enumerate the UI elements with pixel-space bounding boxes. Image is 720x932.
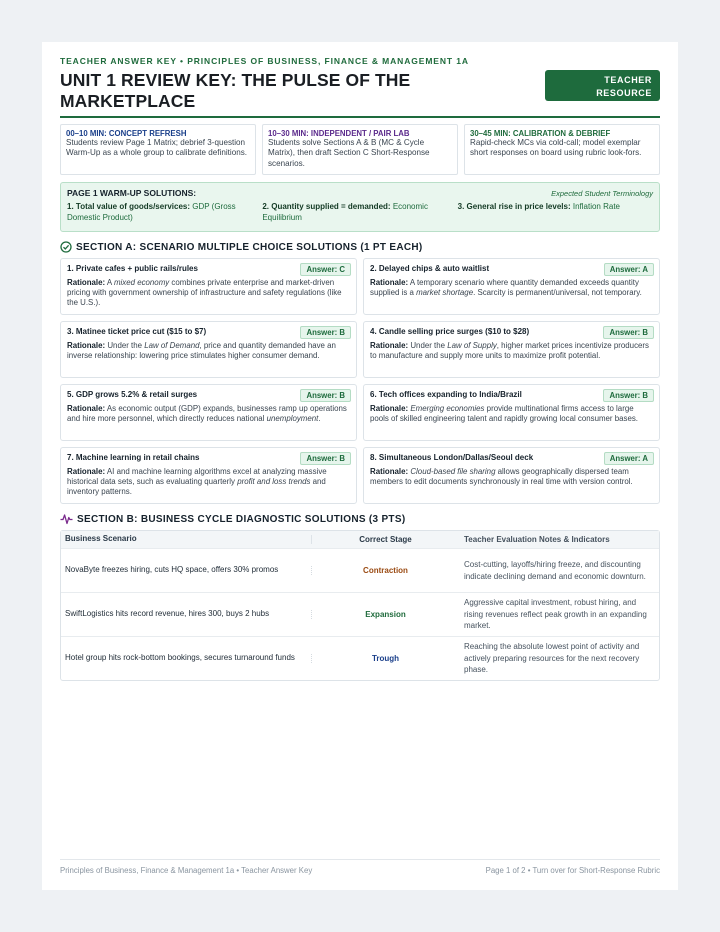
answer-key-page xyxy=(42,42,678,890)
pulse-icon xyxy=(60,513,73,525)
teacher-resource-badge xyxy=(545,70,660,101)
rationale-text: As economic output (GDP) expands, businesses ramp up operations and hire more personnel, which directly reduces national xyxy=(67,404,347,424)
page-content xyxy=(60,56,660,681)
timeline-body: Students review Page 1 Matrix; debrief 3-question Warm-Up as a whole group to calibrate definitions. xyxy=(66,138,247,158)
answer-badge: Answer: B xyxy=(300,326,351,339)
mc-solutions-grid xyxy=(60,258,660,504)
warmup-items xyxy=(67,202,653,223)
rationale-term: unemployment xyxy=(266,414,319,424)
page-title: UNIT 1 REVIEW KEY: THE PULSE OF THE MARKETPLACE xyxy=(60,70,411,111)
timeline-block-debrief xyxy=(464,124,660,175)
table-row xyxy=(61,548,659,592)
mc-question: 8. Simultaneous London/Dallas/Seoul deck xyxy=(370,453,534,462)
rationale-text: and inventory patterns. xyxy=(67,477,326,497)
mc-card xyxy=(60,447,357,504)
mc-question: 1. Private cafes + public rails/rules xyxy=(67,264,198,273)
scenario-cell: SwiftLogistics hits record revenue, hires 300, buys 2 hubs xyxy=(65,609,270,619)
lesson-timeline xyxy=(60,124,660,175)
table-row xyxy=(61,592,659,636)
stage-cell: Trough xyxy=(311,654,459,663)
rationale-label: Rationale: xyxy=(370,404,409,413)
stage-cell: Expansion xyxy=(311,610,459,619)
rationale-label: Rationale: xyxy=(67,404,106,413)
rationale-term: market shortage xyxy=(416,288,474,298)
warmup-solutions-box xyxy=(60,182,660,232)
badge-line-2: RESOURCE xyxy=(596,87,652,98)
rationale-text: Under the xyxy=(410,341,448,350)
rationale xyxy=(370,467,653,487)
section-b-title: SECTION B: BUSINESS CYCLE DIAGNOSTIC SOLUTIONS (3 PTS) xyxy=(77,513,406,525)
rationale-label: Rationale: xyxy=(370,341,409,350)
rationale-text: A temporary scenario where quantity demanded exceeds quantity supplied is a xyxy=(370,278,639,298)
scenario-cell: Hotel group hits rock-bottom bookings, secures turnaround funds xyxy=(65,653,295,663)
warmup-item-label: 2. Quantity supplied = demanded: xyxy=(262,202,391,211)
title-divider xyxy=(60,116,660,118)
answer-badge: Answer: B xyxy=(300,452,351,465)
rationale-text: , higher market prices incentivize producers to manufacture and supply more units to maximize profit potential. xyxy=(370,341,649,361)
rationale-text: allows geographically dispersed team members to edit documents synchronously in real time with version control. xyxy=(370,467,633,487)
warmup-item-answer: Economic Equilibrium xyxy=(262,202,428,222)
check-circle-icon xyxy=(60,241,72,253)
cycle-diagnostic-table xyxy=(60,530,660,681)
section-a-title: SECTION A: SCENARIO MULTIPLE CHOICE SOLUTIONS (1 PT EACH) xyxy=(76,241,423,253)
section-a-heading xyxy=(60,241,660,253)
notes-cell: Reaching the absolute lowest point of activity and actively preparing resources for the next recovery phase. xyxy=(464,641,640,675)
mc-card xyxy=(363,384,660,441)
notes-cell: Cost-cutting, layoffs/hiring freeze, and discounting indicate declining demand and economic downturn. xyxy=(464,559,646,581)
footer-right: Page 1 of 2 • Turn over for Short-Response Rubric xyxy=(485,866,660,875)
mc-card xyxy=(363,258,660,315)
rationale-label: Rationale: xyxy=(67,341,106,350)
mc-question: 3. Matinee ticket price cut ($15 to $7) xyxy=(67,327,207,336)
title-row xyxy=(60,70,660,112)
answer-badge: Answer: A xyxy=(604,452,654,465)
section-b-heading xyxy=(60,513,660,525)
rationale-label: Rationale: xyxy=(370,467,409,476)
answer-badge: Answer: C xyxy=(300,263,351,276)
column-header: Correct Stage xyxy=(311,535,459,544)
table-header-row xyxy=(61,531,659,548)
column-header: Business Scenario xyxy=(65,534,137,544)
warmup-note: Expected Student Terminology xyxy=(551,189,653,198)
timeline-body: Rapid-check MCs via cold-call; model exemplar short responses on board using rubric look-fors. xyxy=(470,138,642,158)
rationale-term: profit and loss trends xyxy=(237,477,311,487)
table-row xyxy=(61,636,659,680)
mc-card xyxy=(363,447,660,504)
page-footer xyxy=(60,859,660,875)
warmup-item-answer: GDP (Gross Domestic Product) xyxy=(67,202,236,222)
rationale-text: combines private enterprise and market-driven pricing with government ownership of infrastructure and safety regulations (like the U.S.). xyxy=(67,278,342,308)
timeline-block-lab xyxy=(262,124,458,175)
rationale-label: Rationale: xyxy=(67,467,106,476)
rationale-text: , price and quantity demanded have an inverse relationship: lowering price stimulates higher consumer demand. xyxy=(67,341,336,361)
mc-question: 7. Machine learning in retail chains xyxy=(67,453,200,462)
rationale-text: Under the xyxy=(107,341,145,350)
timeline-heading: 30–45 MIN: CALIBRATION & DEBRIEF xyxy=(470,129,611,138)
rationale-term: Law of Supply xyxy=(447,341,497,350)
warmup-title: PAGE 1 WARM-UP SOLUTIONS: xyxy=(67,188,197,198)
rationale-text: . Scarcity is permanent/universal, not temporary. xyxy=(473,288,642,298)
rationale-term: Emerging economies xyxy=(410,404,485,413)
mc-card xyxy=(363,321,660,378)
rationale xyxy=(370,404,653,424)
rationale xyxy=(370,278,653,298)
rationale xyxy=(370,341,653,361)
mc-question: 5. GDP grows 5.2% & retail surges xyxy=(67,390,198,399)
notes-cell: Aggressive capital investment, robust hiring, and rising revenues reflect peak growth in an expanding market. xyxy=(464,597,647,631)
mc-card xyxy=(60,384,357,441)
rationale-text: A xyxy=(106,278,114,287)
rationale-text: AI and machine learning algorithms excel at analyzing massive historical data sets, such as evaluating quarterly xyxy=(67,467,327,487)
mc-question: 6. Tech offices expanding to India/Brazil xyxy=(370,390,522,399)
column-header: Teacher Evaluation Notes & Indicators xyxy=(464,534,610,544)
warmup-item xyxy=(67,202,262,223)
warmup-item-label: 3. General rise in price levels: xyxy=(457,202,571,211)
rationale-term: mixed economy xyxy=(113,278,170,287)
answer-badge: Answer: B xyxy=(300,389,351,402)
timeline-heading: 00–10 MIN: CONCEPT REFRESH xyxy=(66,129,187,138)
mc-question: 4. Candle selling price surges ($10 to $28) xyxy=(370,327,530,336)
answer-badge: Answer: B xyxy=(603,389,654,402)
mc-card xyxy=(60,258,357,315)
rationale xyxy=(67,278,350,309)
mc-question: 2. Delayed chips & auto waitlist xyxy=(370,264,490,273)
page-kicker: TEACHER ANSWER KEY • PRINCIPLES OF BUSINESS, FINANCE & MANAGEMENT 1A xyxy=(60,56,469,66)
scenario-cell: NovaByte freezes hiring, cuts HQ space, offers 30% promos xyxy=(65,565,279,575)
timeline-block-refresh xyxy=(60,124,256,175)
rationale xyxy=(67,341,350,361)
warmup-item xyxy=(262,202,457,223)
warmup-item xyxy=(458,202,653,223)
footer-left: Principles of Business, Finance & Management 1a • Teacher Answer Key xyxy=(60,866,313,875)
rationale-term: Cloud-based file sharing xyxy=(410,467,496,476)
rationale-text: . xyxy=(318,414,321,424)
warmup-item-answer: Inflation Rate xyxy=(572,202,620,211)
mc-card xyxy=(60,321,357,378)
badge-line-1: TEACHER xyxy=(604,75,652,85)
timeline-body: Students solve Sections A & B (MC & Cycle Matrix), then draft Section C Short-Response scenarios. xyxy=(268,138,430,168)
answer-badge: Answer: B xyxy=(603,326,654,339)
warmup-item-label: 1. Total value of goods/services: xyxy=(67,202,190,211)
rationale-label: Rationale: xyxy=(67,278,106,287)
rationale-label: Rationale: xyxy=(370,278,409,287)
timeline-heading: 10–30 MIN: INDEPENDENT / PAIR LAB xyxy=(268,129,410,138)
rationale-text: provide multinational firms access to large pools of skilled engineering talent and rapidly growing local consumer bases. xyxy=(370,404,639,424)
stage-cell: Contraction xyxy=(311,566,459,575)
rationale xyxy=(67,404,350,424)
rationale xyxy=(67,467,350,498)
rationale-term: Law of Demand xyxy=(144,341,200,350)
answer-badge: Answer: A xyxy=(604,263,654,276)
